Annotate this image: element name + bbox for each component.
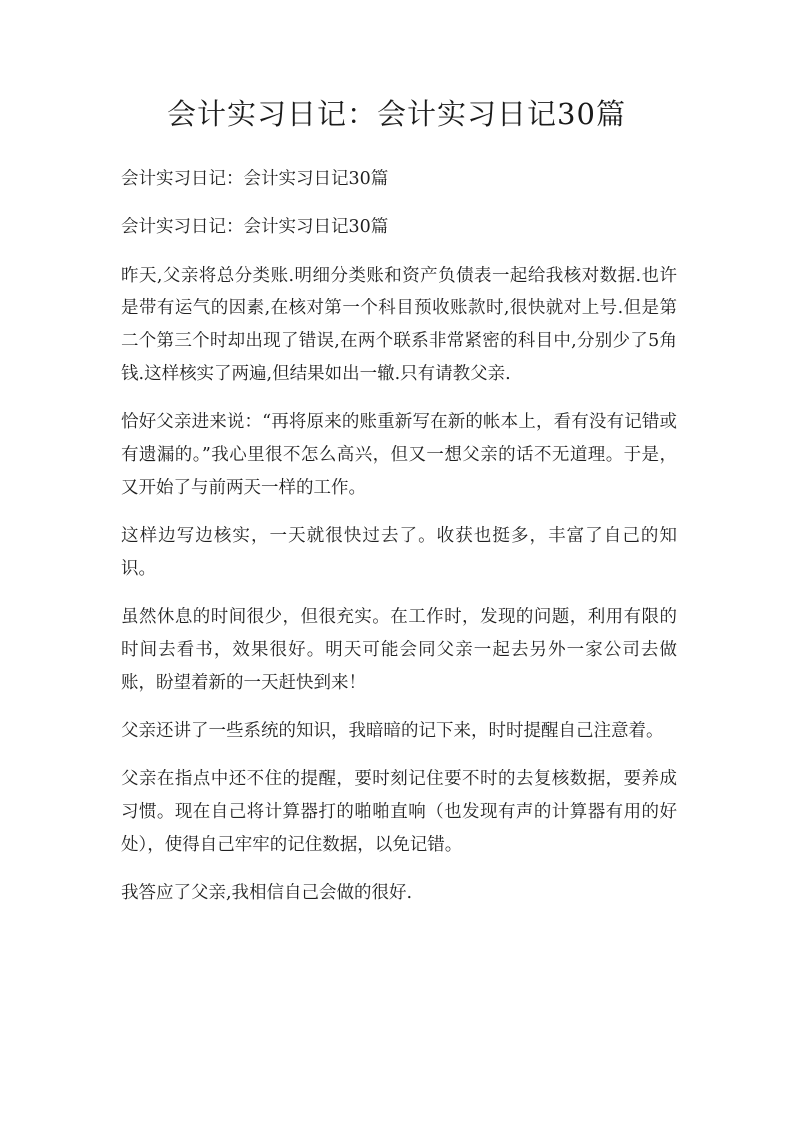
subtitle-line-1: 会计实习日记：会计实习日记30篇 xyxy=(121,169,389,189)
paragraph-5: 父亲还讲了一些系统的知识，我暗暗的记下来，时时提醒自己注意着。 xyxy=(121,721,664,742)
paragraph-7: 我答应了父亲,我相信自己会做的很好. xyxy=(121,883,413,904)
paragraph-2: 恰好父亲进来说：“再将原来的账重新写在新的帐本上，看有没有记错或有遗漏的。”我心里很不怎么高兴，但又一想父亲的话不无道理。于是，又开始了与前两天一样的工作。 xyxy=(121,412,677,498)
document-title: 会计实习日记：会计实习日记30篇 xyxy=(167,97,626,131)
document-body xyxy=(121,163,677,926)
subtitle-line-2: 会计实习日记：会计实习日记30篇 xyxy=(121,217,389,238)
paragraph-3: 这样边写边核实，一天就很快过去了。收获也挺多，丰富了自己的知识。 xyxy=(121,526,677,579)
paragraph-1: 昨天,父亲将总分类账.明细分类账和资产负债表一起给我核对数据.也许是带有运气的因素,在核对第一个科目预收账款时,很快就对上号.但是第二个第三个时却出现了错误,在两个联系非常紧密的科目中,分别少了5角钱.这样核实了两遍,但结果如出一辙.只有请教父亲. xyxy=(121,265,677,384)
paragraph-4: 虽然休息的时间很少，但很充实。在工作时，发现的问题，利用有限的时间去看书，效果很好。明天可能会同父亲一起去另外一家公司去做账，盼望着新的一天赶快到来！ xyxy=(121,607,677,693)
paragraph-6: 父亲在指点中还不住的提醒，要时刻记住要不时的去复核数据，要养成习惯。现在自己将计算器打的啪啪直响（也发现有声的计算器有用的好处），使得自己牢牢的记住数据，以免记错。 xyxy=(121,769,677,856)
